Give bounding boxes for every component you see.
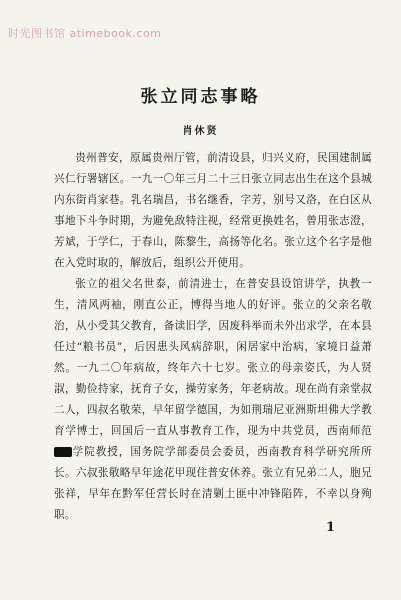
body-text — [54, 148, 372, 526]
paragraph-2-part-b: 学院教授，国务院学部委员会委员，西南教育科学研究所所长。六叔张敬略早年途花甲现住普安休养。张立有兄弟二人，胞兄张祥，早年在黔军任营长时在清剿土匪中冲锋陷阵，不幸以身殉职。 — [54, 446, 372, 521]
watermark: 时光图书馆 atimebook.com — [8, 27, 162, 40]
ink-blot-icon — [54, 447, 72, 457]
page-title: 张立同志事略 — [140, 87, 261, 107]
page-number: 1 — [326, 520, 336, 535]
author-name: 肖休贤 — [182, 126, 219, 137]
paragraph-2 — [54, 274, 372, 526]
paragraph-2-part-a: 张立的祖父名世泰，前清进士，在普安县设馆讲学，执教一生，清风两袖，刚直公正，博得当地人的好评。张立的父亲名敬治，从小受其父教育，备读旧学，因废科举而未外出求学，在本县任过“粮书员”，后因患头风病辞职，闲居家中治病，家境日益萧然。一九二〇年病故，终年六十七岁。张立的母亲姿氏，为人贤淑，勤俭持家，抚育子女，操劳家务，年老病故。现在尚有亲堂叔二人，四叔名敬荣，早年留学德国，为如荆瑞尼亚洲斯坦佛大学教育学博士，回国后一直从事教育工作，现为中共党员，西南师范 — [54, 278, 372, 437]
paragraph-1: 贵州普安，原属贵州厅管，前清设县，归兴义府，民国建制属兴仁行署辖区。一九一〇年三月二十三日张立同志出生在这个县城内东街肖家巷。乳名瑞昌，书名继香，字芳，别号又洛，在白区从事地下斗争时期，为避免敌特注视，经常更换姓名，曾用张志澄，芳斌，于学仁，于春山，陈黎生，高扬等化名。张立这个名字是他在入党时取的，解放后，组织公开使用。 — [54, 152, 372, 269]
